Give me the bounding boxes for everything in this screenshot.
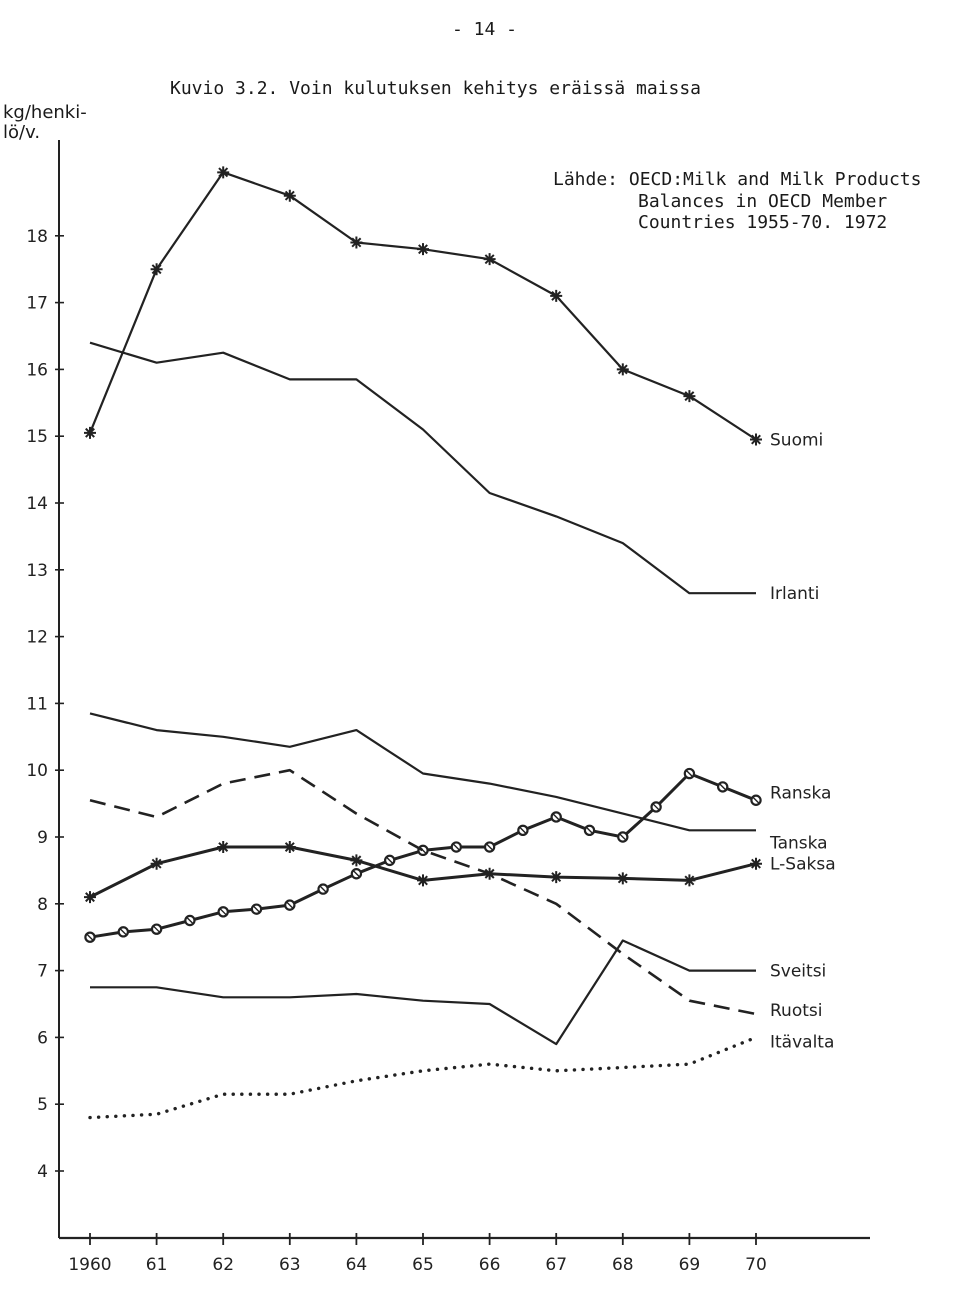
y-tick-label: 12 [26,627,48,648]
l-saksa-point [284,841,296,853]
series-label-it-valta: Itävalta [770,1032,835,1053]
series-line-it-valta [90,1037,756,1117]
chart-title: Kuvio 3.2. Voin kulutuksen kehitys eräissä maissa [170,78,702,99]
series-label-ruotsi: Ruotsi [770,1001,823,1022]
suomi-point [284,190,296,202]
suomi-point [84,427,96,439]
l-saksa-point [683,874,695,886]
y-tick-label: 9 [37,828,48,848]
suomi-point [550,290,562,302]
x-tick-label: 70 [745,1255,767,1275]
source-note-line-2: Balances in OECD Member [638,191,888,212]
suomi-point [683,390,695,402]
y-tick-label: 11 [26,694,48,715]
series-line-tanska [90,713,756,830]
l-saksa-point [750,858,762,870]
suomi-point [350,236,362,248]
x-tick-label: 69 [678,1255,701,1275]
l-saksa-point [151,858,163,870]
suomi-point [617,363,629,375]
series-irlanti [90,343,756,594]
x-tick-label: 65 [412,1255,434,1275]
x-tick-label: 63 [278,1255,301,1275]
y-tick-label: 16 [26,360,48,381]
l-saksa-point [84,891,96,903]
y-tick-label: 14 [26,494,48,514]
y-axis-unit-line-1: kg/henki- [3,102,87,123]
y-tick-label: 8 [37,894,48,915]
series-label-irlanti: Irlanti [770,584,820,605]
series-it-valta [90,1037,756,1117]
l-saksa-point [350,854,362,866]
source-note-line-1: Lähde: OECD:Milk and Milk Products [553,169,922,190]
x-tick-label: 1960 [68,1255,112,1275]
l-saksa-point [550,871,562,883]
series-sveitsi [90,941,756,1045]
series-suomi [84,166,762,445]
y-tick-label: 18 [26,226,48,247]
series-tanska [90,713,756,830]
y-tick-label: 4 [37,1162,48,1182]
y-tick-label: 17 [26,293,48,314]
suomi-point [750,434,762,446]
series-label-tanska: Tanska [770,833,828,854]
series-line-suomi [90,172,756,439]
y-tick-label: 6 [37,1028,48,1049]
y-tick-label: 5 [37,1095,48,1116]
series-label-ranska: Ranska [770,783,832,804]
suomi-point [417,243,429,255]
y-tick-label: 7 [37,961,48,982]
y-tick-label: 13 [26,560,48,581]
x-tick-label: 64 [345,1255,368,1275]
x-tick-label: 67 [545,1255,568,1275]
x-tick-label: 61 [145,1255,168,1275]
series-label-sveitsi: Sveitsi [770,961,827,982]
x-tick-label: 68 [611,1255,634,1275]
series-line-sveitsi [90,941,756,1045]
series-label-suomi: Suomi [770,430,824,451]
series-label-l-saksa: L-Saksa [770,854,836,875]
x-tick-label: 66 [478,1255,501,1275]
suomi-point [151,263,163,275]
l-saksa-point [217,841,229,853]
page-number: - 14 - [452,19,518,40]
x-tick-label: 62 [212,1255,235,1275]
suomi-point [217,166,229,178]
series-line-irlanti [90,343,756,594]
y-tick-label: 10 [26,761,48,782]
y-axis-unit-line-2: lö/v. [3,122,41,143]
l-saksa-point [617,872,629,884]
y-tick-label: 15 [26,427,48,448]
suomi-point [484,253,496,265]
l-saksa-point [417,874,429,886]
source-note-line-3: Countries 1955-70. 1972 [638,212,888,233]
